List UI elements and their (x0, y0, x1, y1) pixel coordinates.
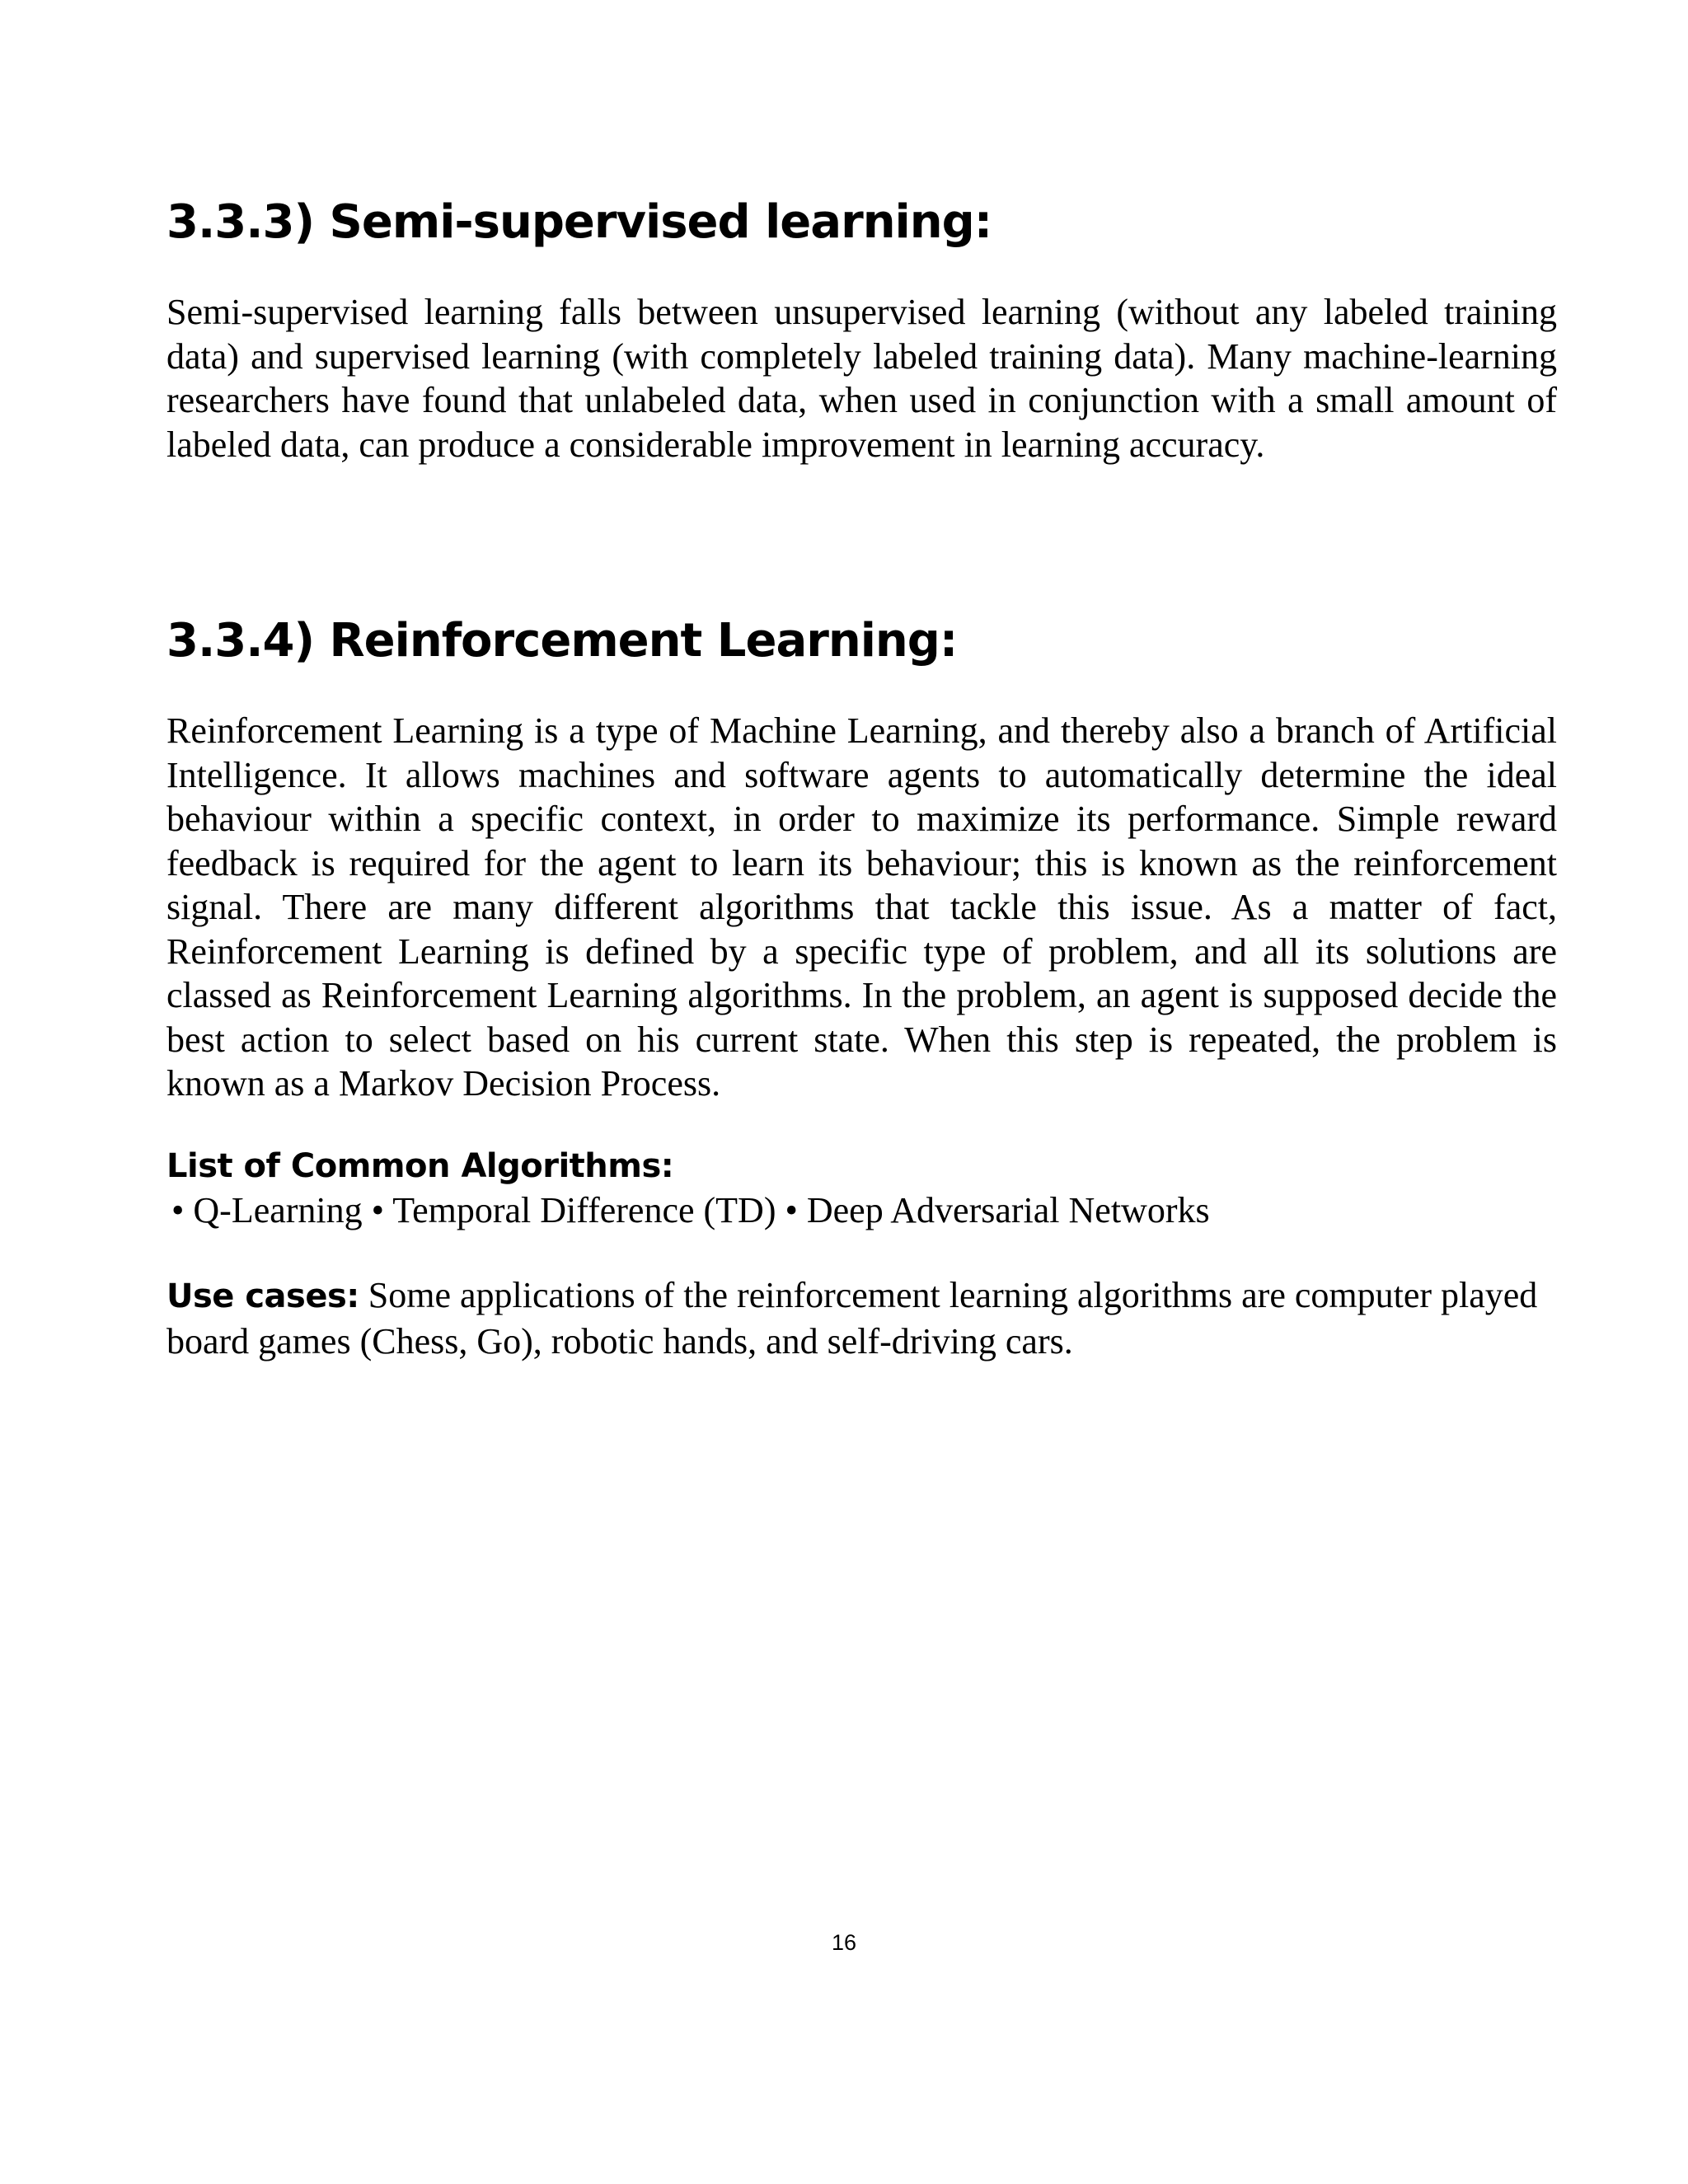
algorithm-item: Deep Adversarial Networks (806, 1190, 1210, 1230)
bullet-icon: • (371, 1190, 393, 1230)
paragraph-semi-supervised: Semi-supervised learning falls between unsupervised learning (without any labeled training data) and supervised learning (with completely labeled training data). Many machine-learning researchers have found that unlabeled data, when used in conjunction with a small amount of labeled data, can produce a considerable improvement in learning accuracy. (166, 292, 1557, 465)
use-cases-paragraph (166, 1273, 1557, 1363)
use-cases-label: Use cases: (166, 1277, 359, 1315)
section-heading-semi-supervised: 3.3.3) Semi-supervised learning: (166, 195, 992, 249)
use-cases-text: Some applications of the reinforcement learning algorithms are computer played board games (Chess, Go), robotic hands, and self-driving cars. (166, 1275, 1538, 1361)
algorithms-list (171, 1188, 1210, 1233)
algorithms-heading: List of Common Algorithms: (166, 1147, 674, 1185)
page-number: 16 (831, 1930, 857, 1955)
bullet-icon: • (171, 1190, 194, 1230)
paragraph-reinforcement: Reinforcement Learning is a type of Machine Learning, and thereby also a branch of Artificial Intelligence. It allows machines and software agents to automatically determine the ideal behaviour within a specific context, in order to maximize its performance. Simple reward feedback is required for the agent to learn its behaviour; this is known as the reinforcement signal. There are many different algorithms that tackle this issue. As a matter of fact, Reinforcement Learning is defined by a specific type of problem, and all its solutions are classed as Reinforcement Learning algorithms. In the problem, an agent is supposed decide the best action to select based on his current state. When this step is repeated, the problem is known as a Markov Decision Process. (166, 710, 1557, 1104)
algorithm-item: Q-Learning (193, 1190, 363, 1230)
algorithm-item: Temporal Difference (TD) (392, 1190, 776, 1230)
bullet-icon: • (785, 1190, 807, 1230)
section-heading-reinforcement: 3.3.4) Reinforcement Learning: (166, 614, 958, 668)
